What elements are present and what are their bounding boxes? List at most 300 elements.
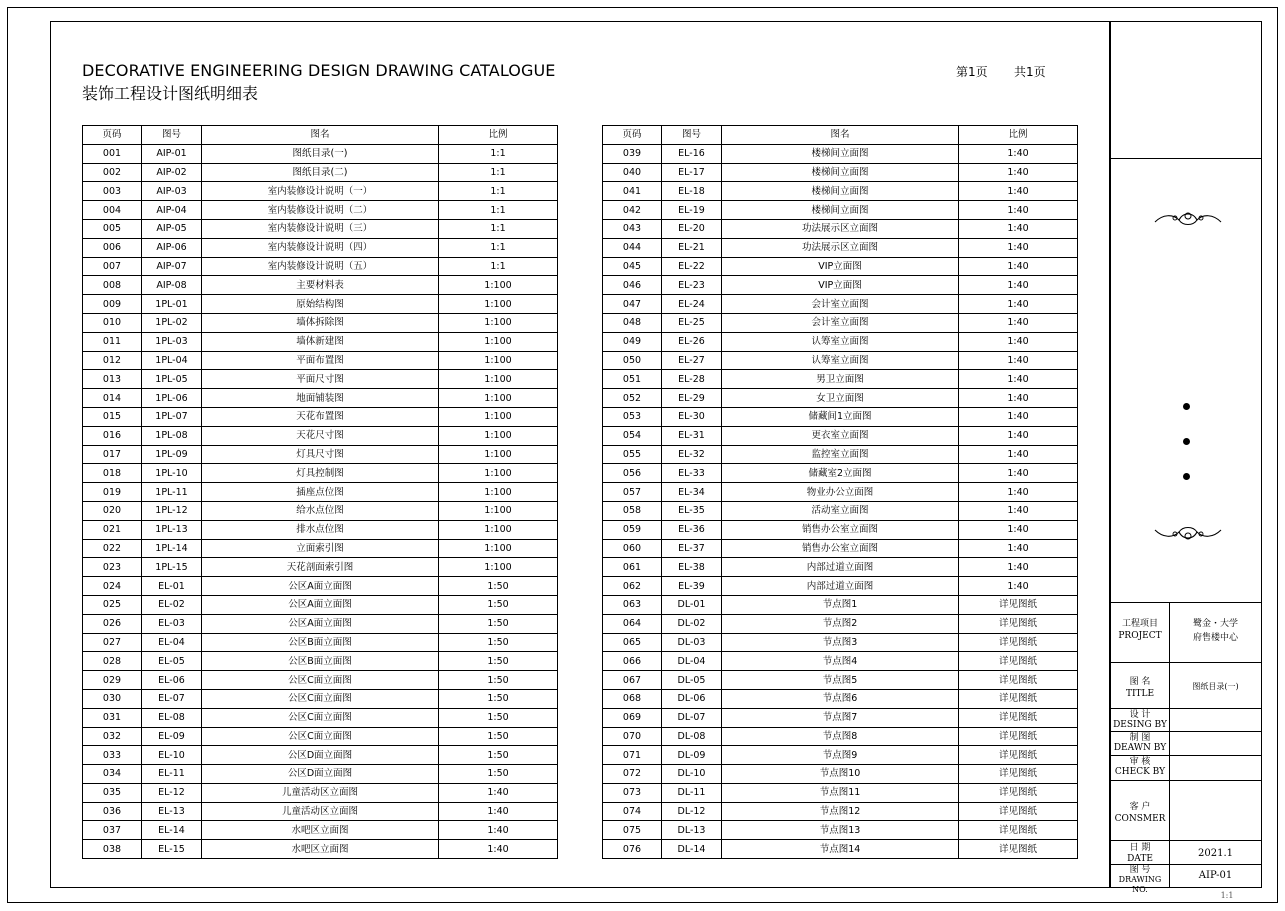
cell-drawing-name: 销售办公室立面图: [722, 539, 959, 558]
title-value: 图纸目录(一): [1192, 682, 1239, 691]
cell-page-no: 067: [603, 671, 662, 690]
scale-value: 1:1: [1220, 891, 1234, 900]
catalogue-table-left: [82, 125, 558, 859]
table-row: [83, 539, 558, 558]
table-row: [83, 783, 558, 802]
cell-page-no: 048: [603, 313, 662, 332]
cell-drawing-no: AIP-06: [142, 238, 202, 257]
cell-drawing-no: 1PL-01: [142, 295, 202, 314]
cell-scale: 1:40: [959, 163, 1078, 182]
cell-drawing-name: 室内装修设计说明（三）: [202, 219, 439, 238]
table-row: [603, 201, 1078, 220]
cell-scale: 1:40: [959, 313, 1078, 332]
table-row: [83, 370, 558, 389]
table-row: [603, 464, 1078, 483]
table-row: [83, 276, 558, 295]
table-row: [603, 633, 1078, 652]
cell-drawing-name: 给水点位图: [202, 501, 439, 520]
cell-scale: 1:100: [439, 313, 558, 332]
cell-drawing-no: 1PL-03: [142, 332, 202, 351]
cell-scale: 详见图纸: [959, 708, 1078, 727]
cell-scale: 1:40: [959, 407, 1078, 426]
cell-page-no: 039: [603, 144, 662, 163]
cell-drawing-no: EL-28: [662, 370, 722, 389]
cell-scale: 详见图纸: [959, 783, 1078, 802]
cell-drawing-no: 1PL-15: [142, 558, 202, 577]
table-row: [603, 577, 1078, 596]
cell-page-no: 027: [83, 633, 142, 652]
cell-page-no: 053: [603, 407, 662, 426]
cell-drawing-no: EL-18: [662, 182, 722, 201]
cell-drawing-no: DL-14: [662, 840, 722, 859]
cell-page-no: 044: [603, 238, 662, 257]
cell-drawing-name: 天花布置图: [202, 407, 439, 426]
cell-drawing-no: EL-23: [662, 276, 722, 295]
table-row: [603, 426, 1078, 445]
table-row: [83, 765, 558, 784]
cell-drawing-name: 平面尺寸图: [202, 370, 439, 389]
cell-page-no: 006: [83, 238, 142, 257]
cell-page-no: 028: [83, 652, 142, 671]
cell-drawing-no: EL-12: [142, 783, 202, 802]
date-value: 2021.1: [1198, 848, 1233, 859]
cell-page-no: 043: [603, 219, 662, 238]
cell-page-no: 032: [83, 727, 142, 746]
cell-drawing-no: AIP-07: [142, 257, 202, 276]
page-current: 第1页: [956, 65, 988, 79]
cell-scale: 1:100: [439, 276, 558, 295]
cell-drawing-no: AIP-05: [142, 219, 202, 238]
header-drawing-no: 图号: [142, 126, 202, 145]
header-page-no: 页码: [83, 126, 142, 145]
table-row: [603, 558, 1078, 577]
cell-drawing-name: 地面铺装图: [202, 389, 439, 408]
cell-page-no: 070: [603, 727, 662, 746]
cell-drawing-name: 物业办公立面图: [722, 483, 959, 502]
project-value-line1: 鹭金・大学: [1192, 619, 1238, 629]
cell-scale: 1:40: [439, 821, 558, 840]
cell-drawing-no: DL-10: [662, 765, 722, 784]
cell-scale: 1:1: [439, 144, 558, 163]
dot-icon: [1183, 438, 1190, 445]
cell-scale: 1:50: [439, 689, 558, 708]
cell-page-no: 022: [83, 539, 142, 558]
cell-drawing-no: DL-08: [662, 727, 722, 746]
cell-drawing-no: EL-16: [662, 144, 722, 163]
cell-drawing-name: 排水点位图: [202, 520, 439, 539]
cell-page-no: 007: [83, 257, 142, 276]
cell-scale: 详见图纸: [959, 671, 1078, 690]
cell-scale: 1:100: [439, 464, 558, 483]
table-row: [603, 840, 1078, 859]
divider: [1111, 662, 1261, 663]
cell-page-no: 013: [83, 370, 142, 389]
cell-drawing-name: 插座点位图: [202, 483, 439, 502]
cell-page-no: 052: [603, 389, 662, 408]
table-row: [83, 483, 558, 502]
table-header-row: [83, 126, 558, 145]
cell-page-no: 063: [603, 595, 662, 614]
cell-scale: 1:40: [959, 219, 1078, 238]
project-value-line2: 府售楼中心: [1192, 633, 1238, 643]
table-row: [603, 765, 1078, 784]
cell-drawing-no: 1PL-08: [142, 426, 202, 445]
table-row: [603, 182, 1078, 201]
cell-drawing-no: DL-06: [662, 689, 722, 708]
cell-drawing-no: EL-24: [662, 295, 722, 314]
cell-page-no: 037: [83, 821, 142, 840]
cell-drawing-no: EL-25: [662, 313, 722, 332]
cell-drawing-no: AIP-03: [142, 182, 202, 201]
table-row: [603, 652, 1078, 671]
cell-drawing-name: 公区C面立面图: [202, 671, 439, 690]
table-row: [83, 201, 558, 220]
cell-drawing-no: EL-15: [142, 840, 202, 859]
client-label-cn: 客 户: [1129, 802, 1151, 812]
cell-drawing-name: 女卫立面图: [722, 389, 959, 408]
table-row: [603, 520, 1078, 539]
catalogue-title-cn: 装饰工程设计图纸明细表: [82, 84, 259, 103]
ornament-top-icon: [1153, 206, 1223, 230]
cell-page-no: 001: [83, 144, 142, 163]
table-header-row: [603, 126, 1078, 145]
table-row: [83, 389, 558, 408]
cell-scale: 1:50: [439, 614, 558, 633]
cell-drawing-name: 节点图10: [722, 765, 959, 784]
cell-drawing-no: EL-21: [662, 238, 722, 257]
cell-page-no: 054: [603, 426, 662, 445]
cell-scale: 1:50: [439, 671, 558, 690]
table-row: [83, 464, 558, 483]
cell-page-no: 023: [83, 558, 142, 577]
cell-page-no: 072: [603, 765, 662, 784]
cell-scale: 详见图纸: [959, 840, 1078, 859]
table-row: [603, 295, 1078, 314]
cell-drawing-no: EL-38: [662, 558, 722, 577]
cell-page-no: 051: [603, 370, 662, 389]
cell-drawing-no: 1PL-11: [142, 483, 202, 502]
table-row: [83, 689, 558, 708]
cell-page-no: 026: [83, 614, 142, 633]
cell-scale: 1:100: [439, 539, 558, 558]
cell-drawing-name: VIP立面图: [722, 257, 959, 276]
cell-drawing-no: DL-07: [662, 708, 722, 727]
header-page-no: 页码: [603, 126, 662, 145]
cell-scale: 1:40: [959, 577, 1078, 596]
cell-page-no: 030: [83, 689, 142, 708]
cell-scale: 1:40: [959, 351, 1078, 370]
cell-page-no: 016: [83, 426, 142, 445]
table-row: [603, 276, 1078, 295]
cell-scale: 详见图纸: [959, 595, 1078, 614]
cell-drawing-name: 更衣室立面图: [722, 426, 959, 445]
cell-drawing-no: DL-12: [662, 802, 722, 821]
cell-drawing-no: EL-26: [662, 332, 722, 351]
table-row: [83, 257, 558, 276]
header-scale: 比例: [439, 126, 558, 145]
cell-drawing-name: 节点图4: [722, 652, 959, 671]
table-row: [603, 407, 1078, 426]
cell-drawing-no: 1PL-13: [142, 520, 202, 539]
cell-drawing-no: EL-14: [142, 821, 202, 840]
cell-drawing-name: 楼梯间立面图: [722, 201, 959, 220]
cell-page-no: 014: [83, 389, 142, 408]
cell-drawing-name: 天花尺寸图: [202, 426, 439, 445]
cell-page-no: 065: [603, 633, 662, 652]
cell-page-no: 066: [603, 652, 662, 671]
table-row: [603, 370, 1078, 389]
cell-drawing-name: 监控室立面图: [722, 445, 959, 464]
check-label-en: CHECK BY: [1114, 767, 1166, 777]
divider-vertical: [1169, 602, 1170, 888]
cell-drawing-name: 天花剖面索引图: [202, 558, 439, 577]
cell-drawing-name: 会计室立面图: [722, 313, 959, 332]
cell-scale: 1:40: [959, 201, 1078, 220]
cell-drawing-no: DL-03: [662, 633, 722, 652]
cell-page-no: 071: [603, 746, 662, 765]
cell-drawing-name: 墙体拆除图: [202, 313, 439, 332]
table-row: [83, 295, 558, 314]
title-block: [1110, 21, 1262, 894]
cell-drawing-name: 节点图12: [722, 802, 959, 821]
cell-scale: 1:40: [959, 238, 1078, 257]
cell-scale: 1:40: [439, 802, 558, 821]
divider: [1111, 780, 1261, 781]
divider: [1111, 731, 1261, 732]
cell-drawing-no: EL-32: [662, 445, 722, 464]
cell-scale: 1:40: [959, 389, 1078, 408]
page-total: 共1页: [1014, 65, 1046, 79]
cell-scale: 1:100: [439, 426, 558, 445]
cell-drawing-no: EL-04: [142, 633, 202, 652]
cell-scale: 1:40: [959, 483, 1078, 502]
cell-page-no: 056: [603, 464, 662, 483]
drawing-no-label-cn: 图 号: [1129, 865, 1151, 875]
table-row: [83, 520, 558, 539]
catalogue-title-en: DECORATIVE ENGINEERING DESIGN DRAWING CATALOGUE: [82, 61, 556, 80]
cell-drawing-no: 1PL-05: [142, 370, 202, 389]
table-row: [83, 501, 558, 520]
cell-drawing-name: 活动室立面图: [722, 501, 959, 520]
divider: [1111, 840, 1261, 841]
cell-scale: 详见图纸: [959, 765, 1078, 784]
cell-scale: 1:40: [959, 370, 1078, 389]
cell-scale: 1:100: [439, 389, 558, 408]
cell-drawing-name: 节点图3: [722, 633, 959, 652]
cell-page-no: 024: [83, 577, 142, 596]
table-row: [603, 671, 1078, 690]
cell-page-no: 004: [83, 201, 142, 220]
cell-page-no: 058: [603, 501, 662, 520]
cell-page-no: 042: [603, 201, 662, 220]
cell-page-no: 057: [603, 483, 662, 502]
client-label-en: CONSMER: [1114, 814, 1166, 824]
cell-page-no: 029: [83, 671, 142, 690]
header-scale: 比例: [959, 126, 1078, 145]
title-label-en: TITLE: [1125, 689, 1155, 699]
cell-scale: 1:100: [439, 407, 558, 426]
cell-scale: 1:40: [959, 182, 1078, 201]
cell-drawing-name: 儿童活动区立面图: [202, 783, 439, 802]
header-drawing-name: 图名: [202, 126, 439, 145]
cell-drawing-name: 销售办公室立面图: [722, 520, 959, 539]
table-row: [603, 614, 1078, 633]
cell-scale: 1:1: [439, 163, 558, 182]
cell-scale: 1:1: [439, 201, 558, 220]
cell-scale: 1:40: [959, 558, 1078, 577]
cell-drawing-no: EL-20: [662, 219, 722, 238]
cell-drawing-no: EL-39: [662, 577, 722, 596]
table-row: [83, 445, 558, 464]
cell-page-no: 059: [603, 520, 662, 539]
cell-drawing-name: 功法展示区立面图: [722, 238, 959, 257]
cell-drawing-name: 儿童活动区立面图: [202, 802, 439, 821]
cell-drawing-name: 节点图1: [722, 595, 959, 614]
cell-page-no: 003: [83, 182, 142, 201]
cell-scale: 1:1: [439, 238, 558, 257]
cell-scale: 1:40: [439, 840, 558, 859]
cell-drawing-no: DL-13: [662, 821, 722, 840]
table-row: [83, 708, 558, 727]
cell-drawing-no: 1PL-09: [142, 445, 202, 464]
cell-page-no: 031: [83, 708, 142, 727]
cell-drawing-no: EL-34: [662, 483, 722, 502]
cell-scale: 详见图纸: [959, 821, 1078, 840]
table-row: [603, 445, 1078, 464]
design-label-cn: 设 计: [1129, 710, 1151, 720]
table-row: [83, 840, 558, 859]
cell-scale: 1:50: [439, 652, 558, 671]
cell-drawing-name: 节点图13: [722, 821, 959, 840]
cell-drawing-name: 节点图9: [722, 746, 959, 765]
cell-drawing-name: 节点图8: [722, 727, 959, 746]
cell-scale: 详见图纸: [959, 652, 1078, 671]
cell-drawing-name: 功法展示区立面图: [722, 219, 959, 238]
cell-drawing-name: 灯具控制图: [202, 464, 439, 483]
cell-drawing-no: 1PL-02: [142, 313, 202, 332]
cell-scale: 1:40: [959, 276, 1078, 295]
cell-drawing-no: EL-01: [142, 577, 202, 596]
cell-scale: 1:40: [959, 426, 1078, 445]
table-row: [83, 558, 558, 577]
table-row: [603, 746, 1078, 765]
cell-page-no: 012: [83, 351, 142, 370]
cell-drawing-name: 立面索引图: [202, 539, 439, 558]
cell-scale: 1:50: [439, 727, 558, 746]
cell-drawing-no: EL-35: [662, 501, 722, 520]
table-row: [603, 539, 1078, 558]
catalogue-table-right: [602, 125, 1078, 859]
header-drawing-no: 图号: [662, 126, 722, 145]
cell-page-no: 075: [603, 821, 662, 840]
cell-scale: 1:100: [439, 520, 558, 539]
table-row: [603, 238, 1078, 257]
cell-page-no: 050: [603, 351, 662, 370]
cell-page-no: 034: [83, 765, 142, 784]
cell-scale: 1:50: [439, 765, 558, 784]
cell-drawing-no: 1PL-14: [142, 539, 202, 558]
cell-page-no: 047: [603, 295, 662, 314]
cell-drawing-name: 室内装修设计说明（五）: [202, 257, 439, 276]
cell-scale: 1:100: [439, 483, 558, 502]
cell-drawing-name: 认筹室立面图: [722, 332, 959, 351]
cell-scale: 1:40: [959, 257, 1078, 276]
cell-drawing-name: 节点图14: [722, 840, 959, 859]
cell-drawing-no: DL-02: [662, 614, 722, 633]
cell-drawing-name: VIP立面图: [722, 276, 959, 295]
cell-drawing-no: 1PL-04: [142, 351, 202, 370]
table-row: [603, 727, 1078, 746]
cell-drawing-name: 公区C面立面图: [202, 708, 439, 727]
cell-scale: 详见图纸: [959, 689, 1078, 708]
table-row: [603, 802, 1078, 821]
cell-page-no: 060: [603, 539, 662, 558]
cell-drawing-name: 公区C面立面图: [202, 689, 439, 708]
cell-drawing-name: 储藏室2立面图: [722, 464, 959, 483]
cell-scale: 详见图纸: [959, 802, 1078, 821]
cell-page-no: 010: [83, 313, 142, 332]
cell-page-no: 036: [83, 802, 142, 821]
cell-scale: 详见图纸: [959, 633, 1078, 652]
table-row: [83, 652, 558, 671]
cell-page-no: 017: [83, 445, 142, 464]
cell-drawing-name: 认筹室立面图: [722, 351, 959, 370]
cell-drawing-name: 图纸目录(二): [202, 163, 439, 182]
table-row: [83, 746, 558, 765]
cell-drawing-name: 公区C面立面图: [202, 727, 439, 746]
cell-scale: 1:50: [439, 595, 558, 614]
cell-page-no: 068: [603, 689, 662, 708]
table-row: [83, 821, 558, 840]
cell-drawing-name: 公区B面立面图: [202, 633, 439, 652]
cell-scale: 1:40: [959, 539, 1078, 558]
table-row: [603, 821, 1078, 840]
table-row: [603, 351, 1078, 370]
cell-page-no: 076: [603, 840, 662, 859]
table-row: [603, 163, 1078, 182]
divider: [1111, 158, 1261, 159]
table-row: [83, 727, 558, 746]
cell-drawing-name: 主要材料表: [202, 276, 439, 295]
cell-page-no: 015: [83, 407, 142, 426]
cell-page-no: 073: [603, 783, 662, 802]
table-row: [83, 219, 558, 238]
cell-drawing-no: EL-11: [142, 765, 202, 784]
cell-scale: 详见图纸: [959, 614, 1078, 633]
cell-drawing-name: 原始结构图: [202, 295, 439, 314]
table-row: [83, 238, 558, 257]
table-row: [83, 182, 558, 201]
drawn-label-cn: 制 图: [1129, 733, 1151, 743]
cell-drawing-name: 水吧区立面图: [202, 821, 439, 840]
cell-drawing-no: EL-19: [662, 201, 722, 220]
cell-scale: 1:40: [959, 520, 1078, 539]
table-row: [603, 332, 1078, 351]
cell-scale: 1:50: [439, 633, 558, 652]
cell-drawing-name: 男卫立面图: [722, 370, 959, 389]
cell-scale: 详见图纸: [959, 746, 1078, 765]
cell-page-no: 038: [83, 840, 142, 859]
cell-drawing-no: EL-05: [142, 652, 202, 671]
cell-drawing-no: DL-01: [662, 595, 722, 614]
date-label-cn: 日 期: [1129, 843, 1151, 853]
cell-page-no: 069: [603, 708, 662, 727]
cell-drawing-name: 公区B面立面图: [202, 652, 439, 671]
cell-drawing-no: DL-04: [662, 652, 722, 671]
cell-drawing-no: EL-02: [142, 595, 202, 614]
project-label-cn: 工程项目: [1121, 619, 1158, 629]
cell-drawing-no: EL-06: [142, 671, 202, 690]
